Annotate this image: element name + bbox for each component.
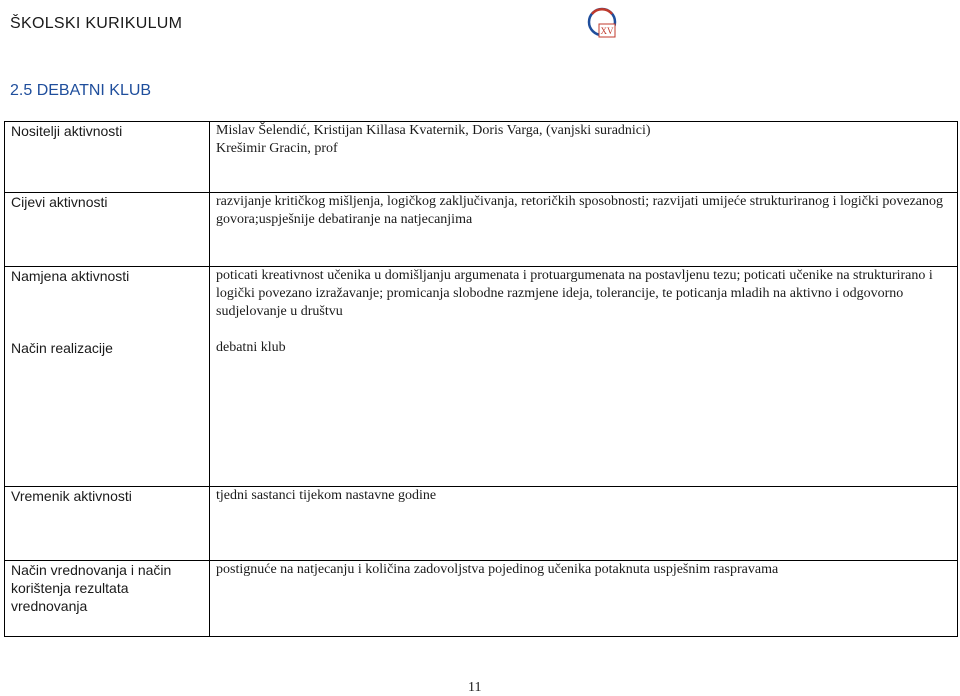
table-row — [5, 122, 958, 193]
value-nositelji-line1: Mislav Šelendić, Kristijan Killasa Kvaternik, Doris Varga, (vanjski suradnici) — [216, 123, 651, 138]
label-nositelji: Nositelji aktivnosti — [5, 122, 210, 193]
value-vrednovanje: postignuće na natjecanju i količina zadovoljstva pojedinog učenika potaknuta uspješnim raspravama — [210, 561, 958, 637]
value-namjena: poticati kreativnost učenika u domišljanju argumenata i protuargumenata na postavljenu tezu; poticati učenike na strukturirano i logički povezano izražavanje; promicanja slobodne razmjene ideja, tolerancije, te poticanja mladih na aktivno i odgovorno sudjelovanje u društvu — [216, 268, 933, 319]
table-row — [5, 193, 958, 267]
value-nacin-realizacije: debatni klub — [216, 340, 286, 355]
table-row — [5, 267, 958, 487]
value-nositelji-line2: Krešimir Gracin, prof — [216, 141, 338, 156]
logo-text: XV — [600, 26, 614, 36]
activity-table — [4, 121, 958, 637]
value-namjena-cell — [210, 267, 958, 487]
label-namjena: Namjena aktivnosti — [11, 268, 130, 284]
label-vremenik: Vremenik aktivnosti — [5, 487, 210, 561]
label-vrednovanje: Način vrednovanja i način korištenja rezultata vrednovanja — [5, 561, 210, 637]
school-logo-icon — [585, 5, 621, 41]
value-vremenik: tjedni sastanci tijekom nastavne godine — [210, 487, 958, 561]
table-row — [5, 487, 958, 561]
label-nacin-realizacije: Način realizacije — [11, 340, 113, 356]
table-row — [5, 561, 958, 637]
document-header-title: ŠKOLSKI KURIKULUM — [10, 15, 183, 32]
page-number: 11 — [468, 680, 482, 695]
label-cijevi: Cijevi aktivnosti — [5, 193, 210, 267]
section-heading: 2.5 DEBATNI KLUB — [10, 82, 152, 99]
value-nositelji — [210, 122, 958, 193]
value-cijevi: razvijanje kritičkog mišljenja, logičkog zaključivanja, retoričkih sposobnosti; razvijati umijeće strukturiranog i logički povezanog govora;uspješnije debatiranje na natjecanjima — [210, 193, 958, 267]
label-namjena-cell — [5, 267, 210, 487]
